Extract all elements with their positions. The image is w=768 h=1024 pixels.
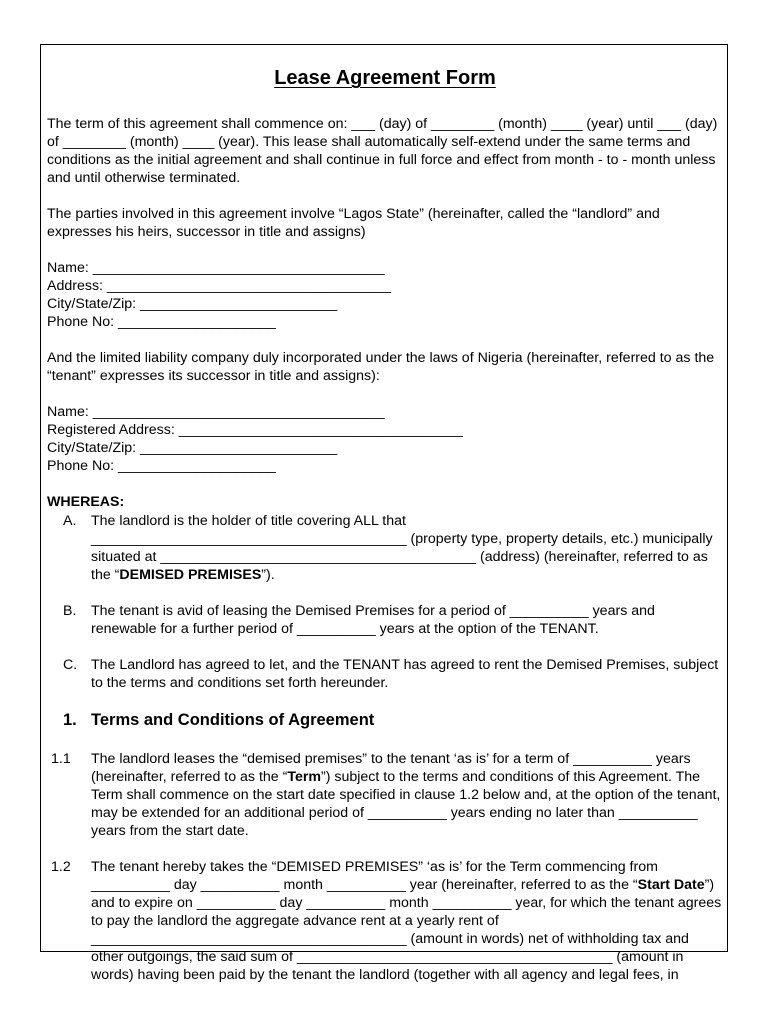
term-paragraph: The term of this agreement shall commence on: ___ (day) of ________ (month) ____ (year) until ___ (day) of ________ (month) ____ (year). This lease shall automatically self-extend under the same terms and conditions as the initial agreement and shall continue in full force and effect from month - to - month unless and until otherwise terminated. — [47, 116, 718, 186]
clause-1-1-text-after: ”) subject to the terms and conditions of this Agreement. The Term shall commence on the start date specified in clause 1.2 below and, at the option of the tenant, may be extended for an additional period of __________ years ending no later than __________ years from the start date. — [91, 769, 721, 839]
clause-1-2-text-after: ”) and to expire on __________ day __________ month __________ year, for which the tenant agrees to pay the landlord the aggregate advance rent at a yearly rent of ________________________________________ (amount in words) net of withholding tax and other outgoings, the said sum of ________________________________________ (amount in words) having been paid by the tenant the landlord (together with all agency and legal fees, in — [91, 877, 722, 983]
tenant-city-field: City/State/Zip: _________________________ — [47, 440, 338, 456]
clause-1-2 — [47, 858, 723, 984]
landlord-city-field: City/State/Zip: _________________________ — [47, 296, 338, 312]
section-heading — [47, 710, 723, 730]
tenant-name-field: Name: _____________________________________ — [47, 404, 385, 420]
clause-number: 1.1 — [51, 751, 71, 767]
whereas-heading: WHEREAS: — [47, 494, 125, 510]
tenant-paragraph: And the limited liability company duly incorporated under the laws of Nigeria (hereinafter, referred to as the “tenant” expresses its successor in title and assigns): — [47, 350, 715, 384]
whereas-item-c — [47, 656, 723, 692]
clause-1-2-text-before: The tenant hereby takes the “DEMISED PREMISES” ‘as is’ for the Term commencing from __________ day __________ month __________ year (hereinafter, referred to as the “ — [91, 859, 658, 893]
clause-1-1-text-before: The landlord leases the “demised premises” to the tenant ‘as is’ for a term of __________ years (hereinafter, referred to as the “ — [91, 751, 691, 785]
landlord-name-field: Name: _____________________________________ — [47, 260, 385, 276]
document-title-text: Lease Agreement Form — [274, 67, 496, 89]
whereas-item-label: C. — [63, 657, 78, 673]
landlord-details — [47, 259, 723, 331]
tenant-phone-field: Phone No: ____________________ — [47, 458, 276, 474]
term-definition: Term — [287, 769, 321, 785]
landlord-phone-field: Phone No: ____________________ — [47, 314, 276, 330]
whereas-item-a — [47, 512, 723, 584]
whereas-item-label: B. — [63, 603, 77, 619]
whereas-item-b — [47, 602, 723, 638]
clause-text — [91, 858, 723, 984]
whereas-item-text — [91, 512, 723, 584]
section-number: 1. — [63, 711, 77, 729]
section-title: Terms and Conditions of Agreement — [91, 711, 375, 729]
document-content — [47, 61, 723, 1002]
tenant-details — [47, 403, 723, 475]
document-title — [47, 65, 723, 91]
document-page — [40, 44, 728, 983]
whereas-item-text: The Landlord has agreed to let, and the TENANT has agreed to rent the Demised Premises, subject to the terms and conditions set forth hereunder. — [91, 657, 719, 691]
landlord-address-field: Address: ____________________________________ — [47, 278, 391, 294]
whereas-a-text-before: The landlord is the holder of title covering ALL that ________________________________________ (property type, property details, etc.) municipally situated at ________________________________________ (address) (hereinafter, referred to as the “ — [91, 513, 713, 583]
demised-premises-term: DEMISED PREMISES — [119, 567, 262, 583]
start-date-definition: Start Date — [637, 877, 705, 893]
clause-1-1 — [47, 750, 723, 840]
clause-text — [91, 750, 723, 840]
whereas-a-text-after: ”). — [261, 567, 275, 583]
tenant-address-field: Registered Address: ____________________________________ — [47, 422, 463, 438]
clause-number: 1.2 — [51, 859, 71, 875]
parties-paragraph: The parties involved in this agreement involve “Lagos State” (hereinafter, called the “landlord” and expresses his heirs, successor in title and assigns) — [47, 206, 660, 240]
whereas-item-label: A. — [63, 513, 77, 529]
whereas-item-text: The tenant is avid of leasing the Demised Premises for a period of __________ years and renewable for a further period of __________ years at the option of the TENANT. — [91, 603, 655, 637]
